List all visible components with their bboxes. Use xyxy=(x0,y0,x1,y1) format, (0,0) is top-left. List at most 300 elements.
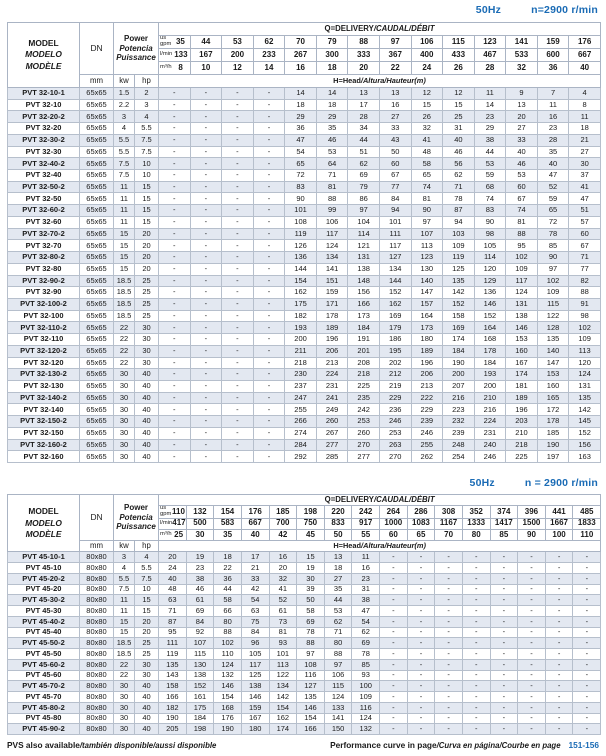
head-value-cell: - xyxy=(518,584,546,595)
head-value-cell: 74 xyxy=(506,205,538,217)
head-value-cell: 181 xyxy=(506,380,538,392)
flow-value-cell: 70 xyxy=(285,36,317,49)
head-value-cell: 96 xyxy=(241,638,269,649)
head-value-cell: 262 xyxy=(411,451,443,463)
flow-value-cell: 45 xyxy=(297,529,325,540)
head-value-cell: - xyxy=(159,427,191,439)
head-value-cell: 196 xyxy=(411,357,443,369)
flow-value-cell: 100 xyxy=(545,529,573,540)
table-row xyxy=(8,713,601,724)
head-value-cell: 124 xyxy=(214,659,242,670)
model-cell: PVT 32-140 xyxy=(8,404,80,416)
head-value-cell: 67 xyxy=(569,240,601,252)
flow-value-cell: 352 xyxy=(462,506,490,519)
head-value-cell: 216 xyxy=(474,404,506,416)
head-value-cell: 146 xyxy=(214,681,242,692)
head-value-cell: 63 xyxy=(159,595,187,606)
kw-cell: 2.2 xyxy=(114,99,135,111)
table-body xyxy=(8,88,601,463)
head-value-cell: 46 xyxy=(316,134,348,146)
head-value-cell: - xyxy=(253,310,285,322)
head-value-cell: 83 xyxy=(474,205,506,217)
dn-cell: 80x80 xyxy=(80,573,114,584)
hp-unit-label: hp xyxy=(135,541,159,552)
head-value-cell: 73 xyxy=(269,616,297,627)
head-value-cell: 101 xyxy=(285,205,317,217)
unit-label-gpm-cell: us gpm 110 xyxy=(160,505,185,517)
kw-cell: 18.5 xyxy=(114,287,135,299)
head-value-cell: 29 xyxy=(474,123,506,135)
head-value-cell: 166 xyxy=(297,724,325,735)
head-value-cell: 90 xyxy=(285,193,317,205)
dn-cell: 80x80 xyxy=(80,584,114,595)
head-value-cell: 30 xyxy=(569,158,601,170)
head-value-cell: - xyxy=(380,681,408,692)
flow-value-cell: 26 xyxy=(443,62,475,75)
head-value-cell: - xyxy=(253,380,285,392)
head-value-cell: 77 xyxy=(379,181,411,193)
head-value-cell: - xyxy=(159,170,191,182)
head-value-cell: - xyxy=(190,416,222,428)
head-value-cell: 50 xyxy=(297,595,325,606)
head-value-cell: - xyxy=(190,99,222,111)
head-value-cell: 92 xyxy=(186,627,214,638)
head-value-cell: - xyxy=(253,193,285,205)
dn-cell: 65x65 xyxy=(80,158,114,170)
flow-value-cell: 286 xyxy=(407,506,435,519)
kw-cell: 4 xyxy=(114,563,135,574)
head-value-cell: - xyxy=(159,451,191,463)
head-value-cell: 229 xyxy=(411,404,443,416)
head-value-cell: 14 xyxy=(316,88,348,100)
head-value-cell: 15 xyxy=(411,99,443,111)
head-value-cell: - xyxy=(490,649,518,660)
hp-cell: 30 xyxy=(135,322,159,334)
table-row xyxy=(8,616,601,627)
head-value-cell: 61 xyxy=(269,606,297,617)
head-value-cell: - xyxy=(462,595,490,606)
flow-value-cell: 176 xyxy=(569,36,601,49)
dn-cell: 65x65 xyxy=(80,427,114,439)
head-value-cell: 16 xyxy=(379,99,411,111)
head-value-cell: - xyxy=(190,252,222,264)
head-value-cell: - xyxy=(545,616,573,627)
head-value-cell: - xyxy=(435,584,463,595)
head-value-cell: 88 xyxy=(569,287,601,299)
head-value-cell: - xyxy=(435,649,463,660)
head-value-cell: 41 xyxy=(569,181,601,193)
head-value-cell: - xyxy=(253,205,285,217)
head-value-cell: - xyxy=(462,670,490,681)
head-value-cell: 184 xyxy=(348,322,380,334)
head-value-cell: - xyxy=(462,692,490,703)
head-value-cell: 179 xyxy=(379,322,411,334)
flow-value-cell: 20 xyxy=(348,62,380,75)
dn-cell: 65x65 xyxy=(80,287,114,299)
kw-cell: 30 xyxy=(114,724,135,735)
flow-value-cell: 123 xyxy=(474,36,506,49)
head-value-cell: 119 xyxy=(443,252,475,264)
head-value-cell: 185 xyxy=(537,427,569,439)
head-value-cell: 154 xyxy=(214,692,242,703)
head-value-cell: - xyxy=(253,439,285,451)
head-value-cell: 93 xyxy=(352,670,380,681)
head-value-cell: - xyxy=(222,380,254,392)
head-value-cell: - xyxy=(380,627,408,638)
flow-value-cell: 90 xyxy=(518,529,546,540)
head-value-cell: - xyxy=(435,573,463,584)
head-value-cell: 67 xyxy=(506,193,538,205)
head-value-cell: 270 xyxy=(379,451,411,463)
head-value-cell: - xyxy=(253,252,285,264)
flow-value-cell: 18 xyxy=(316,62,348,75)
dn-cell: 65x65 xyxy=(80,322,114,334)
delivery-header: Q=DELIVERY/CAUDAL/DÉBIT xyxy=(159,495,601,506)
head-value-cell: - xyxy=(518,713,546,724)
head-value-cell: - xyxy=(253,170,285,182)
hp-cell: 40 xyxy=(135,439,159,451)
head-value-cell: 246 xyxy=(474,451,506,463)
head-value-cell: 109 xyxy=(569,334,601,346)
head-value-cell: 69 xyxy=(297,616,325,627)
head-value-cell: 130 xyxy=(411,263,443,275)
head-value-cell: 66 xyxy=(214,606,242,617)
model-cell: PVT 45-80 xyxy=(8,713,80,724)
head-value-cell: - xyxy=(435,627,463,638)
head-value-cell: - xyxy=(435,595,463,606)
kw-unit-label: kw xyxy=(114,541,135,552)
table-row xyxy=(8,88,601,100)
head-value-cell: - xyxy=(407,702,435,713)
head-value-cell: 33 xyxy=(241,573,269,584)
model-cell: PVT 45-10-1 xyxy=(8,552,80,563)
head-value-cell: 23 xyxy=(352,573,380,584)
head-value-cell: - xyxy=(518,659,546,670)
table-row xyxy=(8,552,601,563)
head-value-cell: 40 xyxy=(159,573,187,584)
head-value-cell: - xyxy=(407,638,435,649)
head-value-cell: - xyxy=(573,573,601,584)
table-row xyxy=(8,702,601,713)
dn-cell: 80x80 xyxy=(80,638,114,649)
kw-cell: 30 xyxy=(114,702,135,713)
head-value-cell: - xyxy=(159,380,191,392)
head-value-cell: 152 xyxy=(569,427,601,439)
kw-cell: 15 xyxy=(114,616,135,627)
head-value-cell: 65 xyxy=(411,170,443,182)
head-value-cell: - xyxy=(253,228,285,240)
head-value-cell: 72 xyxy=(285,170,317,182)
head-value-cell: 237 xyxy=(285,380,317,392)
head-value-cell: 141 xyxy=(316,263,348,275)
head-value-cell: 82 xyxy=(569,275,601,287)
table-row xyxy=(8,439,601,451)
head-value-cell: 242 xyxy=(348,404,380,416)
dn-cell: 65x65 xyxy=(80,357,114,369)
head-value-cell: 23 xyxy=(474,111,506,123)
table-row xyxy=(8,263,601,275)
head-value-cell: - xyxy=(518,552,546,563)
table-row xyxy=(8,595,601,606)
unit-label-m3h-cell: m³/h 8 xyxy=(159,62,191,75)
hp-cell: 10 xyxy=(135,170,159,182)
head-value-cell: 240 xyxy=(474,439,506,451)
head-value-cell: - xyxy=(253,181,285,193)
head-value-cell: 190 xyxy=(443,357,475,369)
head-value-cell: 125 xyxy=(443,263,475,275)
head-value-cell: 95 xyxy=(159,627,187,638)
head-value-cell: - xyxy=(190,123,222,135)
head-value-cell: 34 xyxy=(348,123,380,135)
table-row xyxy=(8,146,601,158)
head-value-cell: 117 xyxy=(316,228,348,240)
table-row xyxy=(8,275,601,287)
head-value-cell: 124 xyxy=(352,713,380,724)
head-value-cell: - xyxy=(435,681,463,692)
head-value-cell: - xyxy=(545,606,573,617)
head-value-cell: - xyxy=(222,345,254,357)
kw-cell: 30 xyxy=(114,404,135,416)
head-value-cell: 193 xyxy=(474,369,506,381)
dn-cell: 80x80 xyxy=(80,616,114,627)
head-value-cell: 29 xyxy=(316,111,348,123)
flow-value-cell: 367 xyxy=(379,49,411,62)
head-value-cell: - xyxy=(222,263,254,275)
head-value-cell: - xyxy=(518,724,546,735)
head-value-cell: - xyxy=(222,181,254,193)
head-value-cell: 131 xyxy=(348,252,380,264)
head-value-cell: - xyxy=(253,334,285,346)
head-value-cell: 129 xyxy=(474,275,506,287)
curve-note-en: Performance curve in page xyxy=(330,740,437,750)
head-value-cell: - xyxy=(222,111,254,123)
kw-cell: 11 xyxy=(114,205,135,217)
head-value-cell: 69 xyxy=(352,638,380,649)
model-cell: PVT 32-150-2 xyxy=(8,416,80,428)
head-value-cell: 21 xyxy=(569,134,601,146)
head-value-cell: - xyxy=(222,392,254,404)
model-cell: PVT 32-10 xyxy=(8,99,80,111)
head-value-cell: - xyxy=(190,228,222,240)
head-value-cell: 102 xyxy=(214,638,242,649)
kw-cell: 22 xyxy=(114,334,135,346)
dn-cell: 80x80 xyxy=(80,563,114,574)
kw-cell: 3 xyxy=(114,111,135,123)
head-value-cell: - xyxy=(159,404,191,416)
head-value-cell: 18 xyxy=(569,123,601,135)
flow-value-cell: 833 xyxy=(324,518,352,529)
head-value-cell: - xyxy=(490,681,518,692)
head-value-cell: - xyxy=(159,345,191,357)
head-value-cell: - xyxy=(407,670,435,681)
head-value-cell: 285 xyxy=(316,451,348,463)
head-value-cell: - xyxy=(222,451,254,463)
table-row xyxy=(8,563,601,574)
head-value-cell: - xyxy=(435,638,463,649)
flow-value-cell: 396 xyxy=(518,506,546,519)
head-value-cell: 151 xyxy=(316,275,348,287)
head-value-cell: - xyxy=(159,357,191,369)
head-value-cell: - xyxy=(462,649,490,660)
head-value-cell: - xyxy=(518,649,546,660)
kw-cell: 18.5 xyxy=(114,298,135,310)
hp-cell: 25 xyxy=(135,298,159,310)
head-value-cell: 102 xyxy=(569,322,601,334)
head-value-cell: 136 xyxy=(474,287,506,299)
head-value-cell: - xyxy=(159,205,191,217)
mm-unit-label: mm xyxy=(80,75,114,88)
hp-cell: 15 xyxy=(135,606,159,617)
head-value-cell: - xyxy=(545,713,573,724)
head-value-cell: 103 xyxy=(443,228,475,240)
head-value-cell: - xyxy=(490,563,518,574)
head-value-cell: 135 xyxy=(569,392,601,404)
hp-cell: 20 xyxy=(135,240,159,252)
head-value-cell: 62 xyxy=(324,616,352,627)
head-value-cell: 38 xyxy=(352,595,380,606)
head-value-cell: 60 xyxy=(506,181,538,193)
hp-cell: 40 xyxy=(135,451,159,463)
head-value-cell: - xyxy=(159,181,191,193)
head-value-cell: 154 xyxy=(297,713,325,724)
head-value-cell: 27 xyxy=(569,146,601,158)
head-value-cell: 263 xyxy=(379,439,411,451)
head-value-cell: - xyxy=(222,369,254,381)
head-value-cell: - xyxy=(190,193,222,205)
flow-value-cell: 85 xyxy=(490,529,518,540)
model-cell: PVT 45-50 xyxy=(8,649,80,660)
model-cell: PVT 45-80-2 xyxy=(8,702,80,713)
flow-value-cell: 70 xyxy=(435,529,463,540)
hp-cell: 25 xyxy=(135,638,159,649)
head-value-cell: 165 xyxy=(537,392,569,404)
head-value-cell: 87 xyxy=(443,205,475,217)
flow-value-cell: 533 xyxy=(506,49,538,62)
kw-cell: 11 xyxy=(114,606,135,617)
head-value-cell: 109 xyxy=(506,263,538,275)
flow-value-cell: 30 xyxy=(186,529,214,540)
head-value-cell: 124 xyxy=(316,240,348,252)
head-value-cell: - xyxy=(253,357,285,369)
head-value-cell: 178 xyxy=(537,416,569,428)
head-value-cell: 78 xyxy=(352,649,380,660)
model-cell: PVT 32-70 xyxy=(8,240,80,252)
head-value-cell: 144 xyxy=(379,275,411,287)
flow-value-cell: 1417 xyxy=(490,518,518,529)
head-value-cell: - xyxy=(407,627,435,638)
table-row xyxy=(8,392,601,404)
head-value-cell: 162 xyxy=(379,298,411,310)
dn-cell: 80x80 xyxy=(80,702,114,713)
head-value-cell: 117 xyxy=(241,659,269,670)
head-value-cell: 109 xyxy=(443,240,475,252)
head-value-cell: 135 xyxy=(297,692,325,703)
flow-value-cell: 264 xyxy=(380,506,408,519)
head-value-cell: 213 xyxy=(411,380,443,392)
flow-value-cell: 65 xyxy=(407,529,435,540)
head-value-cell: 121 xyxy=(348,240,380,252)
table-row xyxy=(8,692,601,703)
head-value-cell: - xyxy=(462,552,490,563)
flow-value-cell: 1083 xyxy=(407,518,435,529)
head-value-cell: 59 xyxy=(537,193,569,205)
head-value-cell: 134 xyxy=(316,252,348,264)
head-value-cell: - xyxy=(253,275,285,287)
head-value-cell: - xyxy=(573,713,601,724)
head-value-cell: 131 xyxy=(569,380,601,392)
head-value-cell: 115 xyxy=(537,298,569,310)
hp-cell: 7.5 xyxy=(135,146,159,158)
head-value-cell: 109 xyxy=(537,287,569,299)
head-value-cell: 23 xyxy=(537,123,569,135)
head-value-cell: 68 xyxy=(474,181,506,193)
head-value-cell: - xyxy=(159,146,191,158)
head-value-cell: - xyxy=(407,573,435,584)
flow-value-cell: 917 xyxy=(352,518,380,529)
kw-cell: 22 xyxy=(114,357,135,369)
head-value-cell: - xyxy=(190,427,222,439)
dn-cell: 65x65 xyxy=(80,263,114,275)
head-value-cell: 210 xyxy=(506,427,538,439)
head-value-cell: 60 xyxy=(379,158,411,170)
head-value-cell: 99 xyxy=(316,205,348,217)
hp-cell: 25 xyxy=(135,310,159,322)
table-row xyxy=(8,287,601,299)
head-value-cell: - xyxy=(545,670,573,681)
head-value-cell: 98 xyxy=(474,228,506,240)
table-row xyxy=(8,310,601,322)
head-value-cell: - xyxy=(222,275,254,287)
head-value-cell: 270 xyxy=(348,439,380,451)
head-value-cell: 144 xyxy=(285,263,317,275)
head-value-cell: 253 xyxy=(348,416,380,428)
dn-cell: 65x65 xyxy=(80,416,114,428)
head-value-cell: 62 xyxy=(443,170,475,182)
head-value-cell: 182 xyxy=(285,310,317,322)
model-cell: PVT 45-10 xyxy=(8,563,80,574)
hp-cell: 40 xyxy=(135,380,159,392)
head-value-cell: - xyxy=(190,392,222,404)
head-value-cell: - xyxy=(222,439,254,451)
head-value-cell: 20 xyxy=(159,552,187,563)
dn-cell: 65x65 xyxy=(80,275,114,287)
head-value-cell: 36 xyxy=(285,123,317,135)
also-available-translations: /también disponible/aussi disponible xyxy=(79,741,217,750)
head-value-cell: 11 xyxy=(352,552,380,563)
head-value-cell: 44 xyxy=(348,134,380,146)
head-value-cell: 117 xyxy=(506,275,538,287)
head-value-cell: 54 xyxy=(241,595,269,606)
kw-cell: 5.5 xyxy=(114,134,135,146)
head-value-cell: 122 xyxy=(269,670,297,681)
head-value-cell: 26 xyxy=(411,111,443,123)
head-value-cell: 52 xyxy=(537,181,569,193)
head-value-cell: - xyxy=(490,595,518,606)
head-value-cell: - xyxy=(190,357,222,369)
pvt45-performance-table xyxy=(7,494,601,735)
kw-cell: 30 xyxy=(114,692,135,703)
table-row xyxy=(8,681,601,692)
flow-value-cell: 1000 xyxy=(380,518,408,529)
table-row xyxy=(8,659,601,670)
head-value-cell: - xyxy=(222,357,254,369)
head-value-cell: 158 xyxy=(159,681,187,692)
head-value-cell: - xyxy=(253,111,285,123)
head-value-cell: 235 xyxy=(348,392,380,404)
head-value-cell: - xyxy=(222,88,254,100)
model-cell: PVT 45-30-2 xyxy=(8,595,80,606)
head-value-cell: - xyxy=(573,627,601,638)
